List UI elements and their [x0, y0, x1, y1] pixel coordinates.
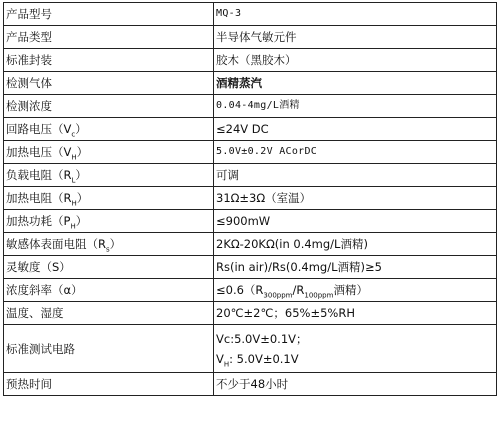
- value-load-resistance: 可调: [214, 164, 497, 187]
- value-heater-voltage: 5.0V±0.2V ACorDC: [214, 141, 497, 164]
- value-surface-resistance: 2KΩ-20KΩ(in 0.4mg/L酒精): [214, 233, 497, 256]
- value-line-1: Vc:5.0V±0.1V；: [216, 331, 308, 346]
- table-row: [4, 302, 497, 325]
- label-text: 加热功耗（P: [6, 214, 71, 228]
- label-subscript: H: [71, 153, 77, 162]
- label-slope: 浓度斜率（α）: [4, 279, 214, 302]
- label-subscript: s: [106, 245, 110, 254]
- table-row: [4, 373, 497, 396]
- value-heater-power: ≤900mW: [214, 210, 497, 233]
- label-text: ）: [75, 214, 88, 228]
- value-text: ≤0.6（R: [216, 283, 264, 297]
- table-row: [4, 187, 497, 210]
- value-subscript: 300ppm: [263, 291, 293, 300]
- value-slope: [214, 279, 497, 302]
- label-heater-voltage: [4, 141, 214, 164]
- label-load-resistance: [4, 164, 214, 187]
- label-preheat-time: 预热时间: [4, 373, 214, 396]
- table-row: [4, 141, 497, 164]
- label-heater-power: [4, 210, 214, 233]
- label-loop-voltage: [4, 118, 214, 141]
- label-subscript: H: [70, 222, 76, 231]
- label-text: ）: [75, 122, 87, 136]
- value-subscript: 100ppm: [304, 291, 334, 300]
- label-subscript: L: [71, 176, 76, 185]
- label-type: 产品类型: [4, 26, 214, 49]
- value-sensitivity: Rs(in air)/Rs(0.4mg/L酒精)≥5: [214, 256, 497, 279]
- table-row: [4, 164, 497, 187]
- label-surface-resistance: [4, 233, 214, 256]
- value-temp-humidity: 20℃±2℃；65%±5%RH: [214, 302, 497, 325]
- label-temp-humidity: 温度、湿度: [4, 302, 214, 325]
- table-row: [4, 210, 497, 233]
- value-concentration: 0.04-4mg/L酒精: [214, 95, 497, 118]
- label-concentration: 检测浓度: [4, 95, 214, 118]
- table-row: [4, 72, 497, 95]
- table-row: [4, 118, 497, 141]
- label-text: 回路电压（V: [6, 122, 72, 136]
- value-preheat-time: 不少于48小时: [214, 373, 497, 396]
- table-row: [4, 3, 497, 26]
- table-row: [4, 325, 497, 373]
- label-text: 负载电阻（R: [6, 168, 72, 182]
- label-gas: 检测气体: [4, 72, 214, 95]
- label-heater-resistance: [4, 187, 214, 210]
- label-package: 标准封装: [4, 49, 214, 72]
- label-subscript: H: [71, 199, 77, 208]
- label-text: ）: [75, 168, 87, 182]
- table-row: [4, 279, 497, 302]
- value-subscript: H: [223, 359, 230, 368]
- table-row: [4, 95, 497, 118]
- label-sensitivity: 灵敏度（S）: [4, 256, 214, 279]
- table-row: [4, 233, 497, 256]
- value-text: : 5.0V±0.1V: [229, 351, 299, 366]
- value-text: 酒精）: [333, 283, 368, 297]
- label-text: ）: [109, 237, 122, 251]
- table-row: [4, 26, 497, 49]
- value-test-circuit: [214, 325, 497, 373]
- value-text: V: [216, 351, 224, 366]
- label-text: ）: [76, 191, 89, 205]
- label-text: 加热电压（V: [6, 145, 72, 159]
- value-heater-resistance: 31Ω±3Ω（室温）: [214, 187, 497, 210]
- value-package: 胶木（黑胶木）: [214, 49, 497, 72]
- table-row: [4, 256, 497, 279]
- value-line-2: [216, 352, 496, 366]
- label-text: 加热电阻（R: [6, 191, 72, 205]
- value-gas: 酒精蒸汽: [214, 72, 497, 95]
- label-model: 产品型号: [4, 3, 214, 26]
- value-text: /R: [292, 283, 305, 297]
- value-model: MQ-3: [214, 3, 497, 26]
- label-text: ）: [76, 145, 89, 159]
- label-subscript: c: [71, 130, 76, 139]
- spec-table: [3, 2, 497, 396]
- value-loop-voltage: ≤24V DC: [214, 118, 497, 141]
- label-test-circuit: 标准测试电路: [4, 325, 214, 373]
- label-text: 敏感体表面电阻（R: [6, 237, 106, 251]
- table-row: [4, 49, 497, 72]
- value-type: 半导体气敏元件: [214, 26, 497, 49]
